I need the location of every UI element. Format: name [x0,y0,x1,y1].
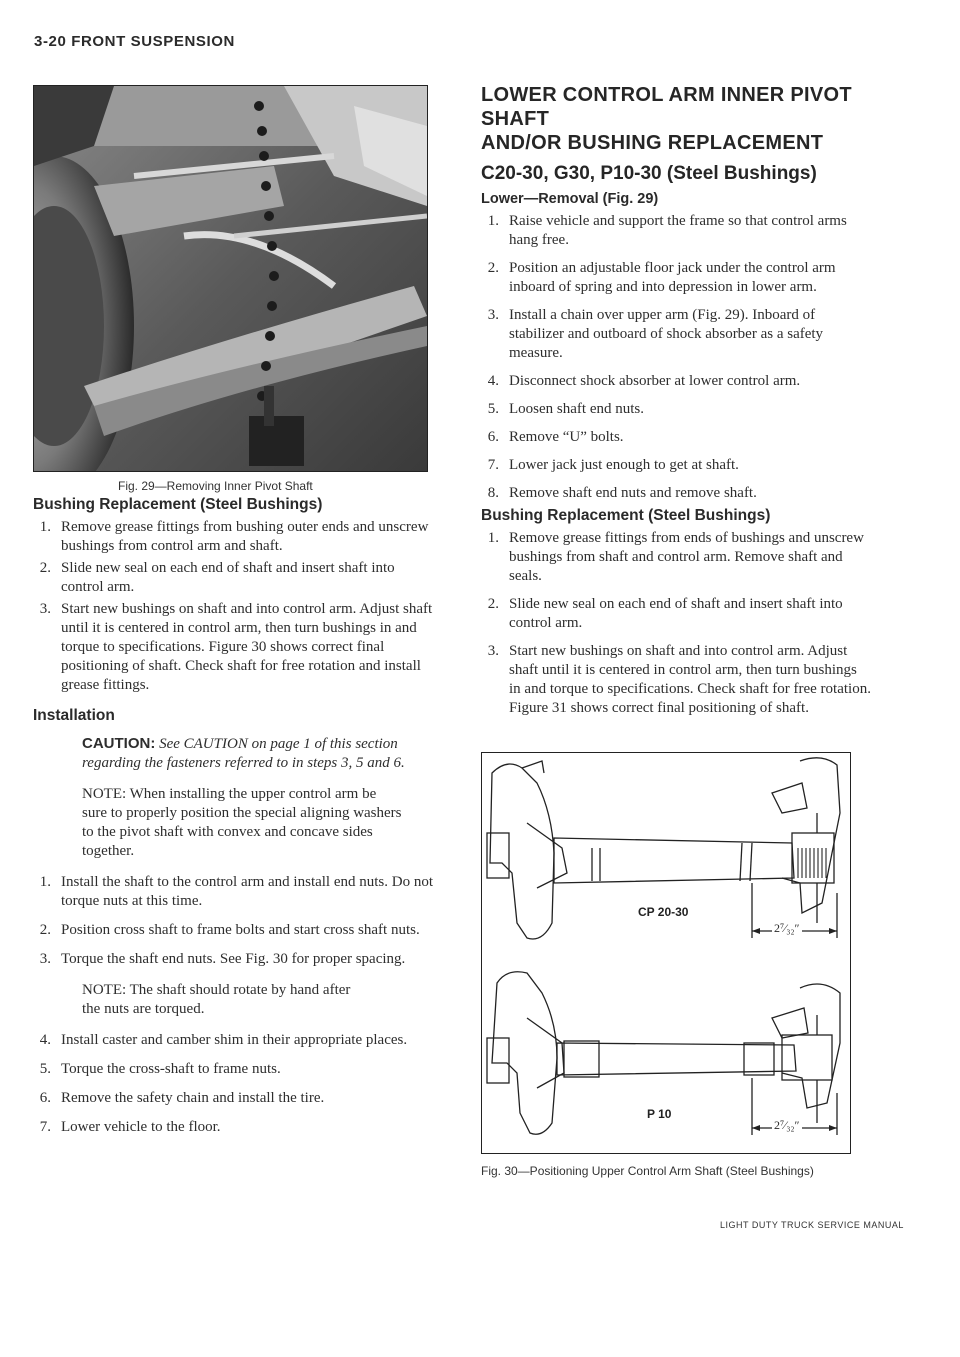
bushing-steps-right [481,529,871,718]
fig30-caption: Fig. 30—Positioning Upper Control Arm Shaft (Steel Bushings) [481,1164,814,1178]
note-rotate: NOTE: The shaft should rotate by hand after the nuts are torqued. [82,982,351,1017]
list-item: 4. Install caster and camber shim in their appropriate places. [39,1032,408,1048]
install-steps-a [33,873,433,969]
left-column [33,496,433,1137]
lower-removal-heading: Lower—Removal (Fig. 29) [481,191,659,207]
caution-note: CAUTION: See CAUTION on page 1 of this section regarding the fasteners referred to in steps 3, 5 and 6. [82,735,405,771]
list-item: 8. Remove shaft end nuts and remove shaft. [487,485,757,501]
list-item: 1. Remove grease fittings from bushing outer ends and unscrew bushings from control arm and shaft. [39,519,429,554]
list-item: 5. Loosen shaft end nuts. [487,401,644,417]
list-item: 1. Remove grease fittings from ends of bushings and unscrew bushings from shaft and control arm. Remove shaft and seals. [487,530,864,584]
diagram-label-cp2030: CP 20-30 [638,905,689,919]
list-item: 1. Raise vehicle and support the frame so that control arms hang free. [487,213,847,248]
list-item: 7. Lower jack just enough to get at shaft. [487,457,739,473]
note-washers: NOTE: When installing the upper control arm be sure to properly position the special aligning washers to the pivot shaft with convex and concave sides together. [82,786,402,859]
list-item: 3. Start new bushings on shaft and into control arm. Adjust shaft until it is centered in control arm, then turn bushings in and torque to specifications. Check shaft for free rotation. Figure 31 shows correct final positioning of shaft. [487,643,871,716]
list-item: 7. Lower vehicle to the floor. [39,1119,221,1135]
fig29-photo [33,85,428,472]
install-steps-b [33,1031,433,1137]
list-item: 4. Disconnect shock absorber at lower control arm. [487,373,801,389]
list-item: 6. Remove the safety chain and install the tire. [39,1090,325,1106]
bushing-steps [33,518,433,695]
bushing-heading-right: Bushing Replacement (Steel Bushings) [481,507,771,524]
list-item: 5. Torque the cross-shaft to frame nuts. [39,1061,281,1077]
removal-steps [481,212,871,503]
list-item: 3. Torque the shaft end nuts. See Fig. 30 for proper spacing. [39,951,406,967]
list-item: 1. Install the shaft to the control arm and install end nuts. Do not torque nuts at this time. [39,874,434,909]
list-item: 2. Slide new seal on each end of shaft and insert shaft into control arm. [39,560,395,595]
list-item: 2. Position cross shaft to frame bolts and start cross shaft nuts. [39,922,420,938]
list-item: 2. Slide new seal on each end of shaft and insert shaft into control arm. [487,596,843,631]
dimension-top: 2⁷⁄₃₂″ [774,921,800,935]
page-header: 3-20 FRONT SUSPENSION [34,33,235,50]
fig29-caption: Fig. 29—Removing Inner Pivot Shaft [118,479,313,493]
dimension-bottom: 2⁷⁄₃₂″ [774,1118,800,1132]
fig30-diagram [481,752,851,1154]
diagram-label-p10: P 10 [647,1107,672,1121]
manual-title: LIGHT DUTY TRUCK SERVICE MANUAL [720,1220,904,1230]
main-heading: LOWER CONTROL ARM INNER PIVOT SHAFT AND/OR BUSHING REPLACEMENT [481,84,852,154]
list-item: 3. Start new bushings on shaft and into control arm. Adjust shaft until it is centered in control arm, then turn bushings in and torque to specifications. Figure 30 shows correct final positioning of shaft. Check shaft for free rotation and install grease fittings. [39,601,433,693]
model-heading: C20-30, G30, P10-30 (Steel Bushings) [481,163,817,184]
list-item: 2. Position an adjustable floor jack under the control arm inboard of spring and into depression in lower arm. [487,260,836,295]
right-column [481,83,871,718]
bushing-heading: Bushing Replacement (Steel Bushings) [33,496,323,513]
list-item: 6. Remove “U” bolts. [487,429,624,445]
installation-heading: Installation [33,707,115,724]
list-item: 3. Install a chain over upper arm (Fig. 29). Inboard of stabilizer and outboard of shock absorber as a safety measure. [487,307,824,361]
